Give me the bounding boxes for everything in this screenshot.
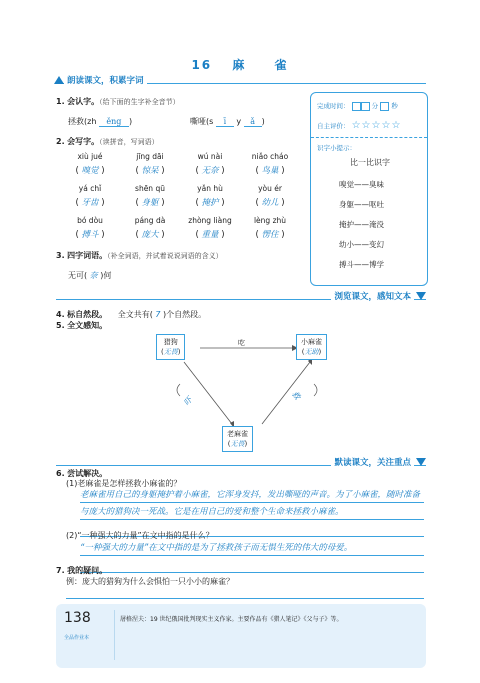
pinyin: wú nài [197, 152, 223, 161]
node-hound-answer[interactable]: 无畏 [163, 348, 178, 356]
answer[interactable]: 搏斗 [81, 230, 99, 240]
char-pair: 搏斗——博学 [339, 260, 384, 269]
answer[interactable]: 牙齿 [81, 198, 99, 208]
brand-label: 全品作业本 [64, 635, 90, 641]
node-old-title: 老麻雀 [227, 430, 248, 438]
question-number: 3. [56, 251, 65, 260]
triangle-down-icon [416, 292, 426, 300]
eval-label: 自主评价： [317, 122, 350, 130]
q6-sub-question-2: (2)“一种强大的力量”在文中指的是什么？ [66, 531, 214, 540]
section-label-1: 朗读课文，积累字词 [64, 74, 147, 86]
answer[interactable]: 无奈 [201, 166, 219, 176]
q6-answer-1[interactable]: 老麻雀用自己的身躯掩护着小麻雀，它浑身发抖，发出嘶哑的声音。为了小麻雀，随时准备与庞大的猎狗决一死战。它是在用自己的爱和整个生命来拯救小麻雀。 [80, 490, 421, 517]
answer[interactable]: 惊呆 [141, 166, 159, 176]
q6-sub-question-1: (1)老麻雀是怎样拯救小麻雀的？ [66, 479, 182, 488]
time-row [317, 101, 398, 111]
question-hint: （补全词语，并试着说说词语的含义） [107, 252, 223, 260]
node-sparrow: 小麻雀 (无助) [296, 334, 327, 360]
pinyin: yǎn hù [197, 184, 223, 193]
q4-post: )个自然段。 [163, 310, 207, 319]
question-title: 标自然段。 [67, 310, 108, 319]
pinyin: yòu ér [258, 184, 282, 193]
word-cell: niǎo cháo ( 鸟巢 ) [240, 152, 300, 176]
question-number: 6. [56, 469, 65, 478]
answer[interactable]: 幼儿 [261, 198, 279, 208]
word-cell: bó dòu ( 搏斗 ) [60, 216, 120, 240]
section-header-3 [56, 456, 426, 466]
pinyin: bó dòu [77, 216, 103, 225]
q1-item-1 [68, 116, 132, 127]
compare-title: 比一比识字 [350, 158, 390, 167]
q1-post-2: ) [261, 117, 265, 126]
word-cell: páng dà ( 庞大 ) [120, 216, 180, 240]
answer[interactable]: 愣住 [261, 230, 279, 240]
q1-post-1: ) [128, 117, 133, 126]
question-title: 会认字。 [67, 97, 100, 106]
time-box-3[interactable] [380, 102, 389, 111]
answer[interactable]: 鸟巢 [261, 166, 279, 176]
lesson-title [0, 56, 480, 73]
q1-pre-2: (s [206, 117, 214, 126]
word-cell: yòu ér ( 幼儿 ) [240, 184, 300, 208]
q7-example: 例：庞大的猎狗为什么会惧怕一只小小的麻雀？ [66, 577, 234, 586]
q1-item-2 [190, 116, 265, 127]
question-5 [56, 320, 107, 331]
question-title: 四字词语。 [67, 251, 108, 260]
q1-word-2: 嘶哑 [190, 117, 206, 126]
pinyin: niǎo cháo [251, 152, 289, 161]
word-cell: shēn qū ( 身躯 ) [120, 184, 180, 208]
question-3 [56, 250, 223, 261]
word-cell: jīng dāi ( 惊呆 ) [120, 152, 180, 176]
lesson-number: 16 [191, 58, 213, 72]
q1-answer-2b[interactable]: ǎ [244, 117, 262, 127]
question-2 [56, 136, 159, 147]
node-old-sparrow: 老麻雀 (无畏) [222, 426, 253, 452]
answer[interactable]: 庞大 [141, 230, 159, 240]
word-cell: yá chǐ ( 牙齿 ) [60, 184, 120, 208]
node-sparrow-title: 小麻雀 [301, 338, 322, 346]
q3-answer[interactable]: 奈 [89, 271, 98, 280]
node-old-answer[interactable]: 无畏 [230, 440, 245, 448]
question-number: 5. [56, 321, 65, 330]
question-4 [56, 309, 206, 320]
answer[interactable]: 身躯 [141, 198, 159, 208]
q1-answer-1[interactable]: ěng [99, 117, 129, 127]
footer [56, 604, 426, 668]
pinyin: lèng zhù [253, 216, 287, 225]
triangle-up-icon [54, 76, 64, 84]
lesson-title-char2: 雀 [274, 58, 289, 72]
q1-pre-1: (zh [84, 117, 97, 126]
edge-label-right[interactable]: 救 [289, 389, 303, 402]
time-unit-sec: 秒 [391, 102, 398, 110]
page-number: 138 [64, 610, 91, 626]
question-7 [56, 565, 107, 576]
word-cell: yǎn hù ( 掩护 ) [180, 184, 240, 208]
time-box-1[interactable] [352, 102, 361, 111]
answer[interactable]: 掩护 [201, 198, 219, 208]
question-title: 全文感知。 [67, 321, 108, 330]
question-number: 7. [56, 566, 65, 575]
author-note: 屠格涅夫：19 世纪俄国批判现实主义作家。主要作品有《猎人笔记》《父与子》等。 [120, 616, 343, 623]
section-label-2: 浏览课文，感知文本 [331, 290, 414, 302]
question-number: 2. [56, 137, 65, 146]
answer[interactable]: 重量 [201, 230, 219, 240]
question-number: 1. [56, 97, 65, 106]
pinyin: shēn qū [135, 184, 165, 193]
q4-answer[interactable]: 7 [155, 310, 161, 319]
pinyin: zhòng liàng [188, 216, 232, 225]
edge-label-top: 吃 [238, 339, 245, 347]
time-unit-min: 分 [371, 102, 379, 110]
pinyin: xiù jué [77, 152, 103, 161]
node-hound: 猎狗 (无畏) [156, 334, 185, 360]
char-pair: 身躯——呕吐 [339, 200, 384, 209]
side-panel [310, 92, 428, 286]
q4-pre: 全文共有( [117, 310, 153, 319]
star-rating-icon[interactable]: ☆☆☆☆☆ [351, 120, 402, 131]
node-sparrow-answer[interactable]: 无助 [304, 348, 319, 356]
question-1 [56, 96, 180, 107]
node-hound-title: 猎狗 [163, 338, 178, 346]
section-label-3: 默读课文，关注重点 [331, 456, 414, 468]
eval-row [317, 120, 401, 131]
question-title: 会写字。 [67, 137, 100, 146]
q6-answer-2[interactable]: “一种强大的力量”在文中指的是为了拯救孩子而无惧生死的伟大的母爱。 [80, 543, 353, 553]
char-pair: 掩护——淹没 [339, 220, 384, 229]
q1-word-1: 拯救 [68, 117, 84, 126]
lesson-title-char1: 麻 [232, 58, 247, 72]
triangle-down-icon [416, 458, 426, 466]
question-title: 尝试解决。 [67, 469, 108, 478]
answer[interactable]: 嗅觉 [81, 166, 99, 176]
pinyin: páng dà [134, 216, 166, 225]
char-pair: 嗅觉——臭味 [339, 180, 384, 189]
question-title: 我的疑问。 [67, 566, 108, 575]
q3-idiom [68, 270, 111, 281]
q3-post: )何 [100, 271, 112, 280]
time-box-2[interactable] [361, 102, 370, 111]
word-cell: zhòng liàng ( 重量 ) [180, 216, 240, 240]
question-hint: （读拼音，写词语） [99, 138, 159, 146]
word-cell: xiù jué ( 嗅觉 ) [60, 152, 120, 176]
section-header-1 [56, 74, 426, 84]
q7-answer-line[interactable] [66, 598, 424, 599]
relationship-diagram [150, 328, 350, 454]
time-label: 完成时间： [317, 102, 350, 110]
pinyin: yá chǐ [78, 184, 102, 193]
char-pair: 幼小——变幻 [339, 240, 384, 249]
pinyin: jīng dāi [136, 152, 164, 161]
section-header-2 [56, 290, 426, 300]
q1-mid-2: y [236, 117, 242, 126]
question-number: 4. [56, 310, 65, 319]
q1-answer-2a[interactable]: ī [216, 117, 234, 127]
word-cell: wú nài ( 无奈 ) [180, 152, 240, 176]
q3-pre: 无可( [68, 271, 88, 280]
edge-label-left[interactable]: 吓 [181, 395, 195, 408]
word-cell: lèng zhù ( 愣住 ) [240, 216, 300, 240]
question-hint: （给下面的生字补全音节） [99, 98, 180, 106]
tip-label: 识字小提示： [317, 144, 356, 152]
